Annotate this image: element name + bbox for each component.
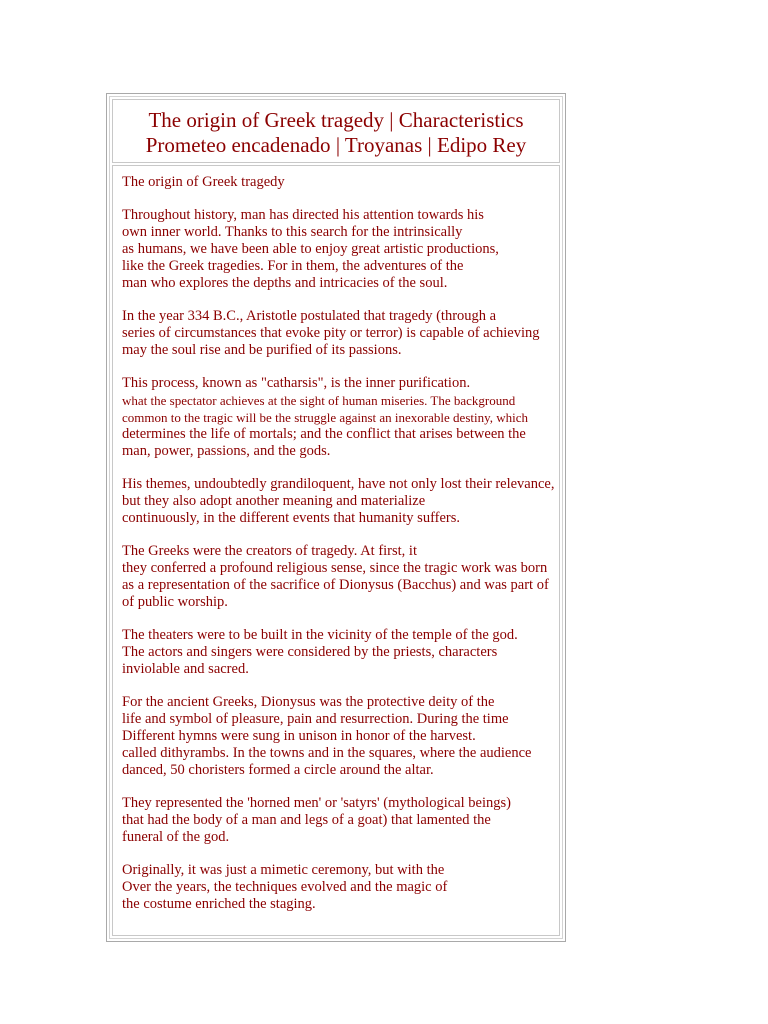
nav-link-characteristics[interactable]: Characteristics — [398, 108, 524, 132]
section-title: The origin of Greek tragedy — [122, 174, 285, 190]
paragraph — [122, 476, 559, 527]
text-line: man who explores the depths and intricacies of the soul. — [122, 275, 448, 291]
nav-line-1 — [113, 108, 559, 133]
text-line: They represented the 'horned men' or 'satyrs' (mythological beings) — [122, 795, 511, 811]
text-line: In the year 334 B.C., Aristotle postulated that tragedy (through a — [122, 308, 497, 324]
text-line: but they also adopt another meaning and materialize — [122, 493, 426, 509]
text-line: funeral of the god. — [122, 829, 230, 845]
paragraph — [122, 694, 559, 779]
text-line: they conferred a profound religious sense, since the tragic work was born — [122, 560, 548, 576]
text-line: called dithyrambs. In the towns and in the squares, where the audience — [122, 745, 532, 761]
nav-link-prometeo[interactable]: Prometeo encadenado — [145, 133, 331, 157]
content-table — [106, 93, 566, 942]
nav-link-edipo-rey[interactable]: Edipo Rey — [437, 133, 527, 157]
text-line: The Greeks were the creators of tragedy. At first, it — [122, 543, 417, 559]
text-line: inviolable and sacred. — [122, 661, 249, 677]
paragraph — [122, 862, 559, 913]
text-line: of public worship. — [122, 594, 228, 610]
text-line: Over the years, the techniques evolved and the magic of — [122, 879, 448, 895]
text-line: life and symbol of pleasure, pain and resurrection. During the time — [122, 711, 509, 727]
text-line: the costume enriched the staging. — [122, 896, 316, 912]
text-line: For the ancient Greeks, Dionysus was the protective deity of the — [122, 694, 495, 710]
paragraph — [122, 375, 559, 460]
text-line: man, power, passions, and the gods. — [122, 443, 331, 459]
text-line: may the soul rise and be purified of its passions. — [122, 342, 402, 358]
paragraph — [122, 207, 559, 292]
content-table-inner — [109, 96, 563, 939]
text-line: series of circumstances that evoke pity or terror) is capable of achieving — [122, 325, 540, 341]
article-body — [112, 165, 560, 936]
text-line: own inner world. Thanks to this search for the intrinsically — [122, 224, 463, 240]
paragraph — [122, 543, 559, 611]
nav-separator: | — [384, 108, 399, 132]
text-line: Different hymns were sung in unison in honor of the harvest. — [122, 728, 476, 744]
text-line: common to the tragic will be the struggle against an inexorable destiny, which — [122, 410, 529, 425]
text-line: that had the body of a man and legs of a goat) that lamented the — [122, 812, 491, 828]
nav-separator: | — [330, 133, 345, 157]
text-line: This process, known as "catharsis", is the inner purification. — [122, 375, 471, 391]
text-line: danced, 50 choristers formed a circle around the altar. — [122, 762, 434, 778]
nav-link-origin[interactable]: The origin of Greek tragedy — [148, 108, 385, 132]
text-line: what the spectator achieves at the sight of human miseries. The background — [122, 393, 516, 408]
text-line: The theaters were to be built in the vicinity of the temple of the god. — [122, 627, 518, 643]
nav-line-2 — [113, 133, 559, 158]
text-line: Originally, it was just a mimetic ceremony, but with the — [122, 862, 445, 878]
text-line: as a representation of the sacrifice of Dionysus (Bacchus) and was part of — [122, 577, 549, 593]
paragraph — [122, 627, 559, 678]
text-line: The actors and singers were considered by the priests, characters — [122, 644, 498, 660]
text-line: His themes, undoubtedly grandiloquent, have not only lost their relevance, — [122, 476, 555, 492]
text-line: Throughout history, man has directed his attention towards his — [122, 207, 484, 223]
nav-link-troyanas[interactable]: Troyanas — [344, 133, 423, 157]
text-line: continuously, in the different events that humanity suffers. — [122, 510, 460, 526]
text-line: determines the life of mortals; and the conflict that arises between the — [122, 426, 526, 442]
text-line: as humans, we have been able to enjoy great artistic productions, — [122, 241, 499, 257]
text-line: like the Greek tragedies. For in them, the adventures of the — [122, 258, 464, 274]
navigation-header — [112, 99, 560, 163]
nav-separator: | — [422, 133, 438, 157]
paragraph — [122, 795, 559, 846]
paragraph — [122, 308, 559, 359]
